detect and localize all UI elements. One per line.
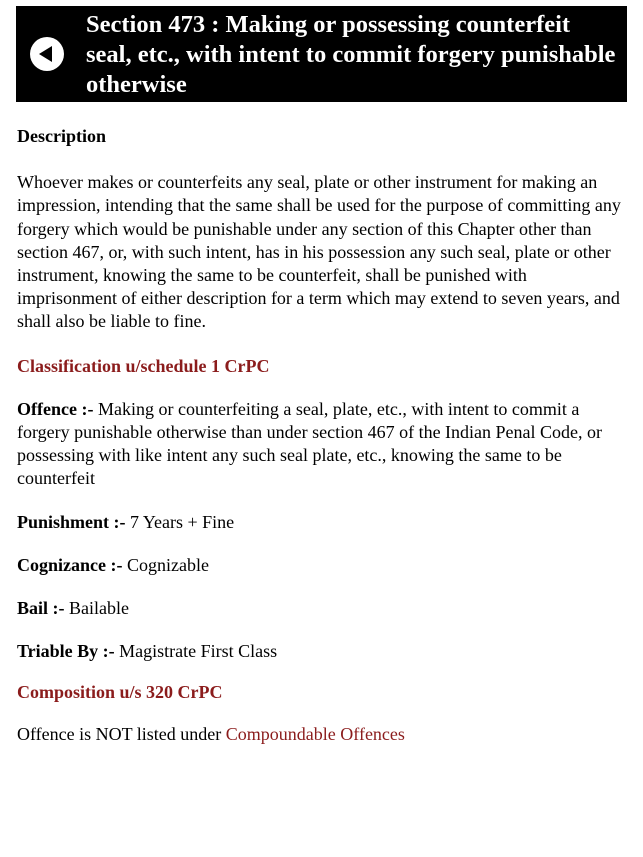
triable-label: Triable By :- <box>17 641 115 662</box>
bail-value: Bailable <box>64 598 129 619</box>
composition-heading: Composition u/s 320 CrPC <box>17 682 223 703</box>
description-text: Whoever makes or counterfeits any seal, plate or other instrument for making an impression, intending that the same shall be used for the purpose of committing any forgery which would be punishable under any section of this Chapter other than section 467, or, with such intent, has in his possession any such seal, plate or other instrument, knowing the same to be counterfeit, shall be punished with imprisonment of either description for a term which may extend to seven years, and shall also be liable to fine. <box>17 172 621 332</box>
classification-heading: Classification u/schedule 1 CrPC <box>17 355 270 376</box>
offence-value: Making or counterfeiting a seal, plate, etc., with intent to commit a forgery punishable otherwise than under section 467 of the Indian Penal Code, or possessing with like intent any such seal plate, etc., knowing the same to be counterfeit <box>17 398 603 489</box>
description-heading: Description <box>17 126 106 146</box>
compoundable-text: Offence is NOT listed under <box>17 723 226 744</box>
bail-row <box>17 597 629 620</box>
page-title: Section 473 : Making or possessing counterfeit seal, etc., with intent to commit forgery punishable otherwise <box>86 11 616 98</box>
cognizance-row <box>17 554 629 577</box>
page-header <box>16 6 627 102</box>
main-content <box>17 120 629 746</box>
offence-row <box>17 398 629 491</box>
offence-label: Offence :- <box>17 398 94 419</box>
cognizance-value: Cognizable <box>122 554 209 575</box>
back-button[interactable] <box>30 37 64 71</box>
triable-value: Magistrate First Class <box>114 641 278 662</box>
cognizance-label: Cognizance :- <box>17 554 123 575</box>
bail-label: Bail :- <box>17 598 65 619</box>
punishment-label: Punishment :- <box>17 511 126 532</box>
back-arrow-icon <box>30 37 64 71</box>
compoundable-offences-link[interactable]: Compoundable Offences <box>225 723 405 744</box>
punishment-row <box>17 511 629 534</box>
punishment-value: 7 Years + Fine <box>125 511 235 532</box>
triable-row <box>17 640 629 663</box>
compoundable-line <box>17 723 629 746</box>
